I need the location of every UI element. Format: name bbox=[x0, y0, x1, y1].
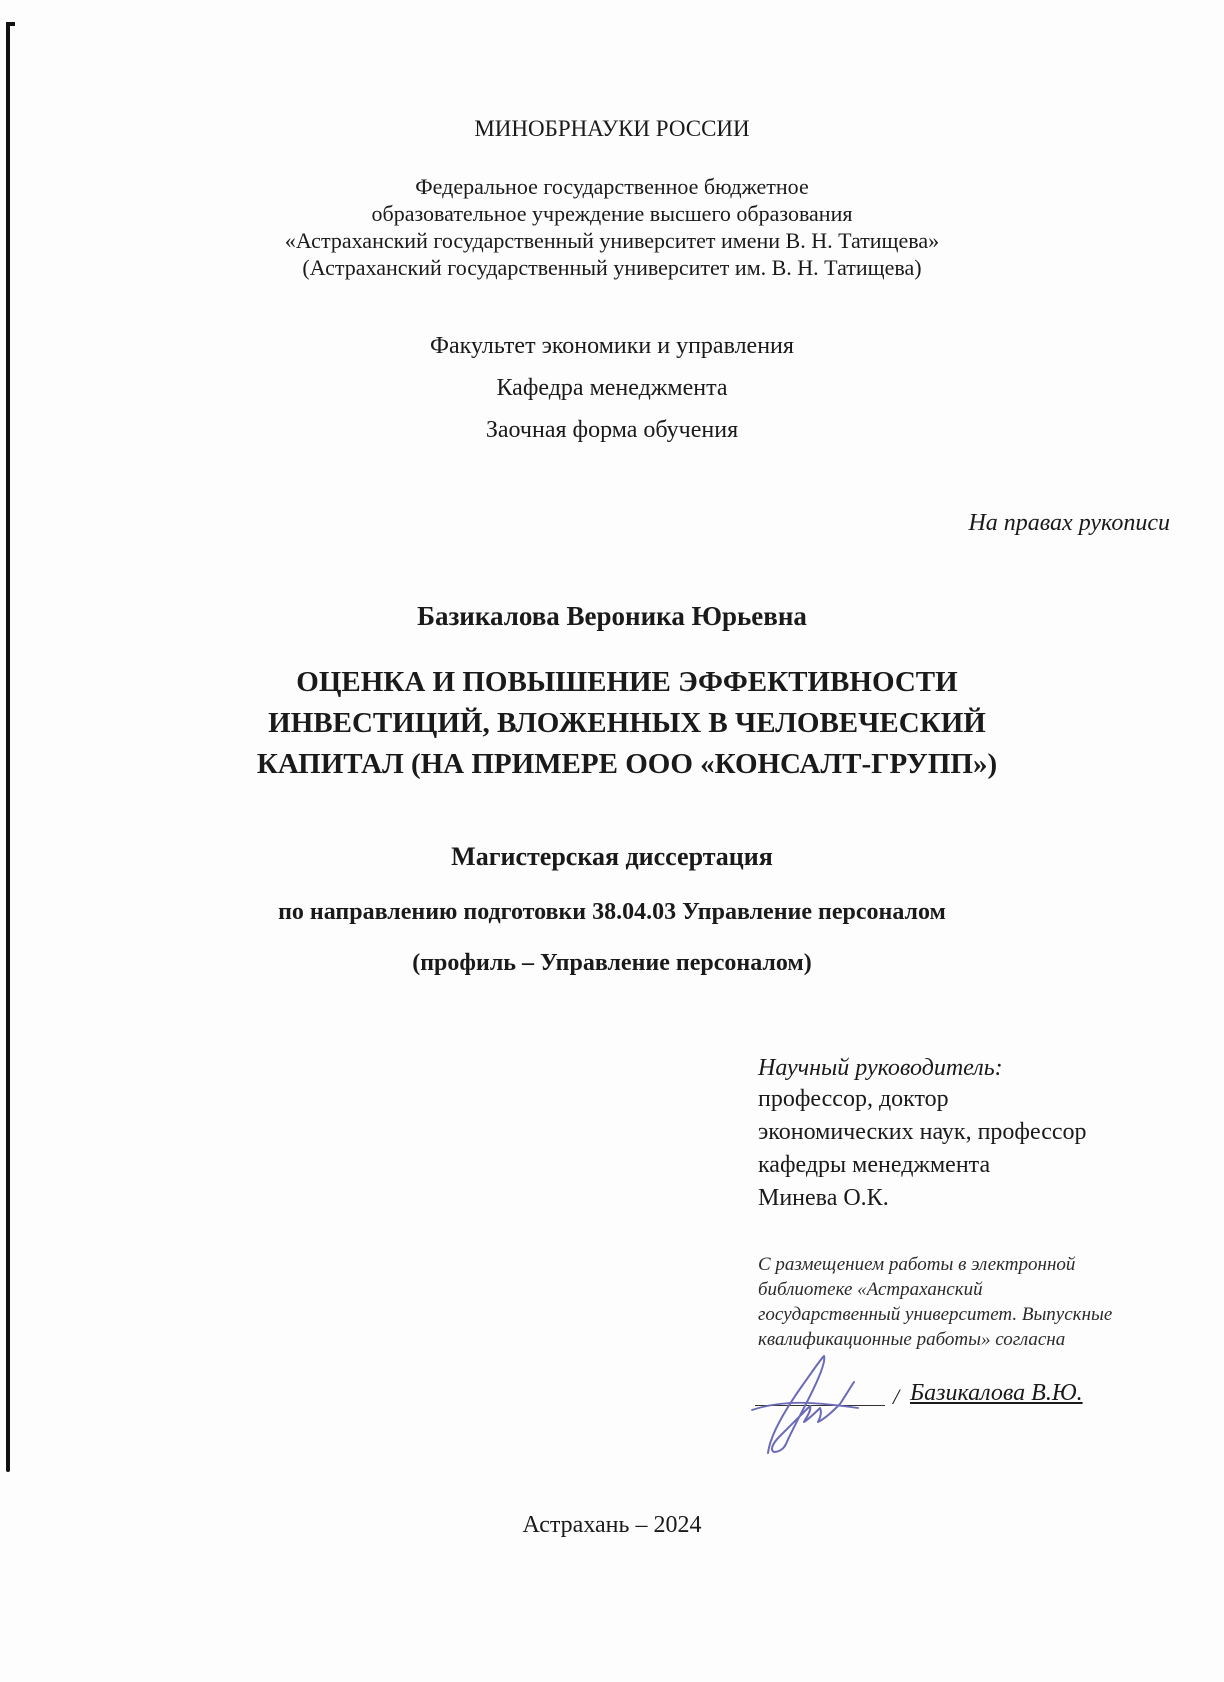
institution-line: «Астраханский государственный университет имени В. Н. Татищева» bbox=[284, 228, 940, 253]
institution-line: (Астраханский государственный университет им. В. Н. Татищева) bbox=[302, 255, 922, 280]
advisor-line: кафедры менеджмента bbox=[758, 1152, 991, 1178]
department-name: Кафедра менеджмента bbox=[496, 375, 728, 401]
advisor-label: Научный руководитель: bbox=[758, 1055, 1003, 1081]
faculty-name: Факультет экономики и управления bbox=[430, 333, 794, 359]
ministry-name: МИНОБРНАУКИ РОССИИ bbox=[474, 116, 750, 141]
thesis-title-line: ОЦЕНКА И ПОВЫШЕНИЕ ЭФФЕКТИВНОСТИ bbox=[296, 666, 958, 698]
advisor-name: Минева О.К. bbox=[758, 1185, 889, 1211]
study-direction: по направлению подготовки 38.04.03 Управление персоналом bbox=[278, 899, 946, 925]
author-name: Базикалова Вероника Юрьевна bbox=[417, 601, 807, 631]
handwritten-signature bbox=[740, 1348, 890, 1458]
student-signature-name: Базикалова В.Ю. bbox=[910, 1380, 1083, 1406]
advisor-line: экономических наук, профессор bbox=[758, 1119, 1087, 1145]
consent-line: С размещением работы в электронной bbox=[758, 1254, 1076, 1275]
advisor-line: профессор, доктор bbox=[758, 1086, 949, 1112]
study-form: Заочная форма обучения bbox=[485, 417, 739, 443]
consent-line: квалификационные работы» согласна bbox=[758, 1329, 1066, 1350]
consent-line: библиотеке «Астраханский bbox=[758, 1279, 983, 1300]
consent-line: государственный университет. Выпускные bbox=[758, 1304, 1113, 1325]
institution-line: Федеральное государственное бюджетное bbox=[415, 174, 809, 199]
scan-edge-cap bbox=[6, 22, 15, 26]
institution-line: образовательное учреждение высшего образования bbox=[371, 201, 853, 226]
study-profile: (профиль – Управление персоналом) bbox=[412, 950, 812, 976]
city-year: Астрахань – 2024 bbox=[522, 1512, 702, 1538]
thesis-title-line: ИНВЕСТИЦИЙ, ВЛОЖЕННЫХ В ЧЕЛОВЕЧЕСКИЙ bbox=[268, 707, 986, 739]
thesis-title-line: КАПИТАЛ (НА ПРИМЕРЕ ООО «КОНСАЛТ-ГРУПП») bbox=[256, 748, 998, 780]
manuscript-note: На правах рукописи bbox=[968, 510, 1170, 536]
signature-separator: / bbox=[893, 1384, 900, 1409]
work-type: Магистерская диссертация bbox=[451, 842, 773, 871]
